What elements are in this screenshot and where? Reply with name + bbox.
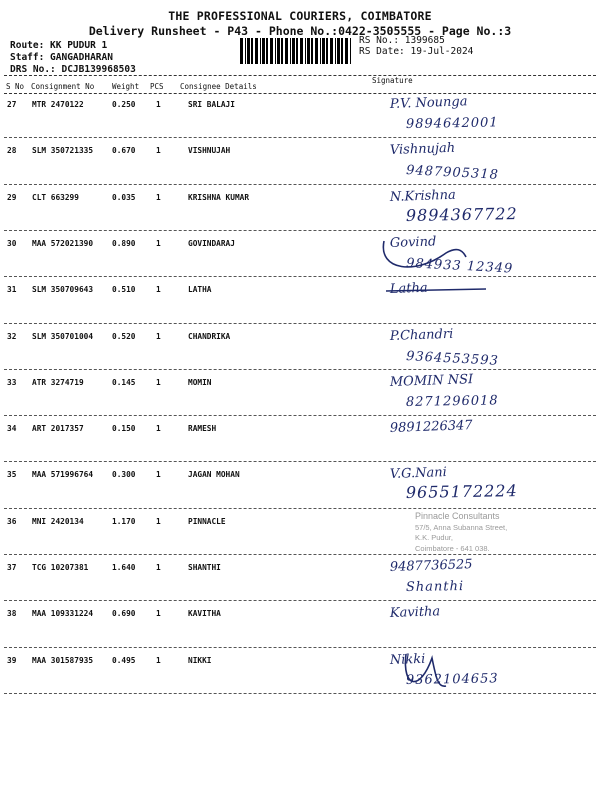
row-pcs: 1 xyxy=(156,238,161,248)
row-consignee: JAGAN MOHAN xyxy=(188,470,240,480)
col-consignee: Consignee Details xyxy=(180,82,257,91)
row-pcs: 1 xyxy=(156,563,161,572)
row-sno: 33 xyxy=(7,377,17,387)
row-sno: 28 xyxy=(7,146,17,156)
col-pcs: PCS xyxy=(150,82,164,91)
row-pcs: 1 xyxy=(156,424,161,434)
company-stamp: Pinnacle Consultants 57/5, Anna Subanna Street, K.K. Pudur, Coimbatore - 641 038. xyxy=(415,511,508,553)
row-pcs: 1 xyxy=(156,655,161,665)
signature-line: MOMIN NSI xyxy=(389,371,474,390)
row-weight: 0.250 xyxy=(112,100,136,109)
col-sno: S No xyxy=(6,82,25,91)
signature-line: Govind xyxy=(389,234,437,251)
signature-line: V.G.Nani xyxy=(389,465,448,483)
col-weight: Weight xyxy=(112,82,140,91)
signature-line: P.Chandri xyxy=(389,326,454,344)
header-top-rule xyxy=(4,75,596,76)
row-consignment-no: MAA 572021390 xyxy=(32,238,94,248)
row-sno: 36 xyxy=(7,516,17,526)
signature-line: 9487736525 xyxy=(389,557,473,575)
row-consignment-no: TCG 10207381 xyxy=(32,563,89,572)
signature-phone: Shanthi xyxy=(405,578,465,595)
row-sno: 39 xyxy=(7,655,17,665)
row-pcs: 1 xyxy=(156,192,161,202)
row-pcs: 1 xyxy=(156,609,161,619)
staff-label: Staff: GANGADHARAN xyxy=(10,52,113,63)
signature-phone: 9362104653 xyxy=(405,670,499,688)
signature-line: 9891226347 xyxy=(389,418,473,437)
signature-line: N.Krishna xyxy=(389,187,457,205)
row-consignee: CHANDRIKA xyxy=(188,331,231,341)
signature-line: Nikki xyxy=(389,651,426,668)
row-consignment-no: MAA 109331224 xyxy=(32,609,94,619)
row-consignee: LATHA xyxy=(188,285,212,295)
row-consignment-no: ART 2017357 xyxy=(32,424,84,434)
row-pcs: 1 xyxy=(156,285,161,295)
row-weight: 0.145 xyxy=(112,377,136,387)
rs-number: RS No.: 1399685 xyxy=(359,35,445,46)
row-consignee: SRI BALAJI xyxy=(188,100,235,109)
signature-line: Latha xyxy=(389,280,428,298)
row-sno: 37 xyxy=(7,563,17,572)
signature-phone: 8271296018 xyxy=(405,393,499,410)
row-weight: 0.035 xyxy=(112,192,136,202)
row-weight: 0.690 xyxy=(112,609,136,619)
signature-phone: 9894642001 xyxy=(405,115,499,132)
row-consignee: SHANTHI xyxy=(188,563,221,572)
row-consignee: NIKKI xyxy=(188,655,212,665)
row-sno: 34 xyxy=(7,424,17,434)
row-consignment-no: MAA 571996764 xyxy=(32,470,94,480)
rs-date: RS Date: 19-Jul-2024 xyxy=(359,46,474,57)
runsheet-title: Delivery Runsheet - P43 - Phone No.:0422-3505555 - Page No.:3 xyxy=(88,24,512,38)
row-weight: 0.670 xyxy=(112,146,136,156)
row-pcs: 1 xyxy=(156,100,161,109)
drs-number: DRS No.: DCJB139968503 xyxy=(10,64,136,75)
row-weight: 0.520 xyxy=(112,331,136,341)
row-consignee: VISHNUJAH xyxy=(188,146,231,156)
row-weight: 1.640 xyxy=(112,563,136,572)
signature-phone: 9655172224 xyxy=(405,481,518,503)
row-weight: 0.150 xyxy=(112,424,136,434)
signature-line: Vishnujah xyxy=(389,141,456,159)
row-consignment-no: SLM 350721335 xyxy=(32,146,94,156)
col-consignment: Consignment No xyxy=(31,82,95,91)
row-pcs: 1 xyxy=(156,470,161,480)
company-title: THE PROFESSIONAL COURIERS, COIMBATORE xyxy=(168,9,432,23)
row-sno: 30 xyxy=(7,238,17,248)
row-pcs: 1 xyxy=(156,331,161,341)
row-consignee: GOVINDARAJ xyxy=(188,238,235,248)
signature xyxy=(376,648,596,706)
row-pcs: 1 xyxy=(156,516,161,526)
row-consignment-no: CLT 663299 xyxy=(32,192,79,202)
row-consignment-no: ATR 3274719 xyxy=(32,377,84,387)
row-weight: 0.890 xyxy=(112,238,136,248)
row-consignee: KRISHNA KUMAR xyxy=(188,192,250,202)
row-consignee: PINNACLE xyxy=(188,516,226,526)
barcode-icon xyxy=(240,38,352,64)
signature-phone: 9894367722 xyxy=(405,203,518,225)
signature-phone: 984933 12349 xyxy=(405,255,514,277)
row-consignment-no: MNI 2420134 xyxy=(32,516,84,526)
route-label: Route: KK PUDUR 1 xyxy=(10,40,108,51)
signature-phone: 9364553593 xyxy=(405,348,500,369)
row-pcs: 1 xyxy=(156,377,161,387)
row-weight: 0.510 xyxy=(112,285,136,295)
row-sno: 38 xyxy=(7,609,17,619)
signature-line: P.V. Nounga xyxy=(389,94,468,112)
row-sno: 27 xyxy=(7,100,17,109)
row-consignee: MOMIN xyxy=(188,377,212,387)
signature-line: Kavitha xyxy=(389,604,441,622)
row-consignment-no: MAA 301587935 xyxy=(32,655,94,665)
row-consignment-no: MTR 2470122 xyxy=(32,100,84,109)
row-sno: 32 xyxy=(7,331,17,341)
row-sno: 29 xyxy=(7,192,17,202)
row-consignment-no: SLM 350709643 xyxy=(32,285,94,295)
row-consignee: KAVITHA xyxy=(188,609,221,619)
col-signature: Signature xyxy=(372,76,413,85)
row-pcs: 1 xyxy=(156,146,161,156)
row-consignment-no: SLM 350701004 xyxy=(32,331,94,341)
row-weight: 0.495 xyxy=(112,655,136,665)
row-sno: 31 xyxy=(7,285,17,295)
signature-phone: 9487905318 xyxy=(405,163,500,184)
row-weight: 0.300 xyxy=(112,470,136,480)
row-sno: 35 xyxy=(7,470,17,480)
row-weight: 1.170 xyxy=(112,516,136,526)
row-consignee: RAMESH xyxy=(188,424,217,434)
